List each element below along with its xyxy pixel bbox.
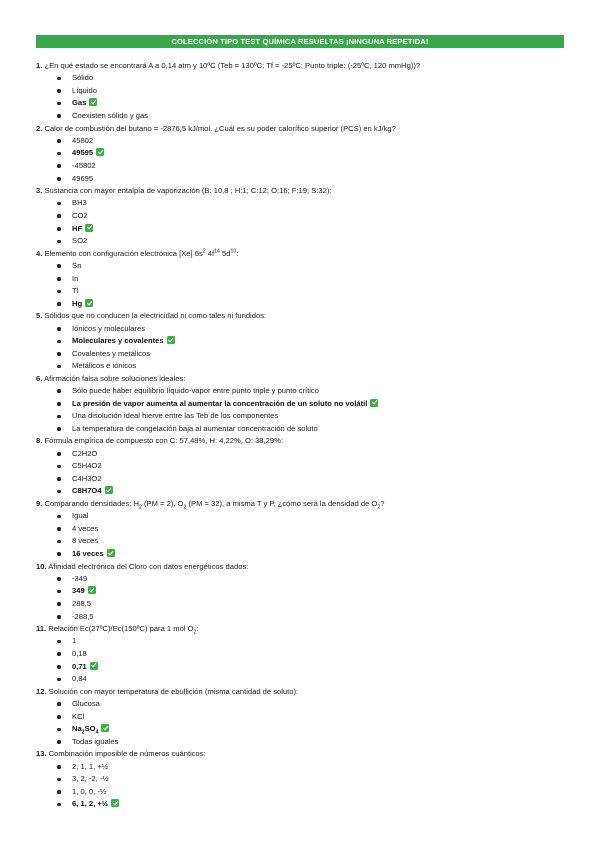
answer-option-label: Hg: [72, 298, 83, 308]
question-statement: Afirmación falsa sobre soluciones ideales:: [42, 373, 186, 383]
answer-option-label: HF: [72, 223, 83, 233]
question-statement: Fórmula empírica de compuesto con C: 57,48%, H: 4,22%, O: 38,29%:: [42, 436, 283, 446]
question-statement: Combinación imposible de números cuánticos:: [46, 749, 206, 759]
answer-option-label: 4 veces: [72, 523, 99, 533]
answer-option-correct: [36, 97, 564, 110]
question-number: 9.: [36, 499, 43, 509]
answer-options: [36, 510, 564, 560]
question-statement: Sólidos que no conducen la electricidad ni como tales ni fundidos:: [42, 311, 267, 321]
answer-option: [36, 360, 564, 373]
check-icon: [107, 549, 115, 557]
question-number: 8.: [36, 436, 43, 446]
question-number: 12.: [36, 686, 47, 696]
question-text: [36, 748, 564, 760]
answer-option: [36, 598, 564, 611]
question-number: 5.: [36, 311, 43, 321]
answer-option-label: 0,71: [72, 661, 87, 671]
answer-option-correct: [36, 661, 564, 674]
answer-option-label: La presión de vapor aumenta al aumentar la concentración de un soluto no volátil: [72, 398, 368, 408]
question-statement: Calor de combustión del butano = -2876,5 kJ/mol. ¿Cuál es su poder calorífico superior (PCS) en kJ/kg?: [42, 123, 396, 133]
question-block: [36, 748, 564, 811]
answer-options: [36, 260, 564, 310]
answer-option-label: Coexisten sólido y gas: [72, 110, 148, 120]
answer-option-label: KCl: [72, 711, 85, 721]
answer-option: [36, 423, 564, 436]
answer-option-label: 49695: [72, 173, 94, 183]
answer-option: [36, 235, 564, 248]
answer-option: [36, 698, 564, 711]
answer-option: [36, 410, 564, 423]
answer-option-correct: [36, 223, 564, 236]
answer-option: [36, 348, 564, 361]
question-block: [36, 185, 564, 248]
question-text: [36, 623, 564, 635]
question-text: [36, 686, 564, 698]
question-list: [36, 60, 564, 811]
answer-option-correct: [36, 485, 564, 498]
question-block: [36, 60, 564, 123]
answer-option-label: CO2: [72, 210, 88, 220]
answer-option: [36, 448, 564, 461]
answer-option-label: Líquido: [72, 85, 97, 95]
answer-option-label: 1, 0, 0, -½: [72, 786, 107, 796]
question-number: 13.: [36, 749, 47, 759]
answer-option: [36, 285, 564, 298]
answer-option: [36, 260, 564, 273]
answer-option: [36, 273, 564, 286]
question-text: [36, 498, 564, 510]
answer-option: [36, 210, 564, 223]
answer-option-label: Todas iguales: [72, 736, 119, 746]
answer-option-label: Sn: [72, 260, 82, 270]
question-block: [36, 373, 564, 436]
check-icon: [85, 224, 93, 232]
answer-option: [36, 673, 564, 686]
answer-option-label: 6, 1, 2, +½: [72, 799, 109, 809]
answer-option: [36, 773, 564, 786]
question-statement: Elemento con configuración electrónica [Xe] $6s^2$ $4f^{14}$ $5d^{10}$:: [42, 248, 239, 258]
answer-option-label: Covalentes y metálicos: [72, 348, 151, 358]
question-number: 1.: [36, 61, 43, 70]
answer-option-label: 2, 1, 1, +½: [72, 761, 109, 771]
answer-option: [36, 110, 564, 123]
answer-option-label: Una disolución ideal hierve entre las Teb de los componentes: [72, 411, 279, 421]
question-number: 2.: [36, 123, 43, 133]
question-number: 10.: [36, 561, 47, 571]
answer-option-label: C4H3O2: [72, 473, 102, 483]
answer-option-label: 349: [72, 586, 85, 596]
answer-options: [36, 72, 564, 122]
question-statement: Solución con mayor temperatura de ebullición (misma cantidad de soluto):: [46, 686, 299, 696]
question-text: [36, 310, 564, 322]
answer-option-correct: [36, 798, 564, 811]
check-icon: [90, 662, 98, 670]
question-block: [36, 498, 564, 561]
answer-option-correct: [36, 723, 564, 736]
answer-options: [36, 197, 564, 247]
check-icon: [105, 486, 113, 494]
question-block: [36, 123, 564, 186]
answer-option: [36, 197, 564, 210]
question-text: [36, 248, 564, 260]
answer-option-label: La temperatura de congelación baja al aumentar concentración de soluto: [72, 423, 318, 433]
answer-option: [36, 323, 564, 336]
answer-option-label: 49595: [72, 148, 94, 158]
answer-option: [36, 535, 564, 548]
answer-option-label: 3, 2, -2, -½: [72, 774, 109, 784]
answer-option: [36, 135, 564, 148]
document-title-banner: COLECCIÓN TIPO TEST QUÍMICA RESUELTAS ¡NINGUNA REPETIDA!: [36, 35, 564, 48]
answer-option: [36, 786, 564, 799]
answer-option-label: 0,84: [72, 674, 87, 684]
answer-option: [36, 648, 564, 661]
answer-option-label: Sólido: [72, 73, 94, 83]
answer-option-label: 288,5: [72, 599, 92, 609]
question-text: [36, 435, 564, 447]
answer-option-correct: [36, 548, 564, 561]
answer-option-label: In: [72, 273, 79, 283]
answer-option-label: C5H4O2: [72, 461, 102, 471]
answer-option-label: 0,18: [72, 649, 87, 658]
answer-option: [36, 173, 564, 186]
question-block: [36, 623, 564, 686]
answer-option-label: Igual: [72, 511, 89, 521]
question-statement: Comparando densidades: $H_2$ (PM = 2), $O_2$ (PM = 32), a misma T y P, ¿cómo será la densidad de $O_2$?: [42, 499, 385, 511]
answer-options: [36, 135, 564, 185]
question-block: [36, 435, 564, 498]
question-block: [36, 686, 564, 749]
question-text: [36, 373, 564, 385]
answer-option-label: Glucosa: [72, 698, 100, 708]
question-block: [36, 248, 564, 311]
answer-option: [36, 711, 564, 724]
answer-option-label: Gas: [72, 98, 87, 108]
question-text: [36, 185, 564, 197]
answer-option: [36, 611, 564, 624]
answer-options: [36, 573, 564, 623]
answer-option-label: 1: [72, 636, 77, 646]
answer-option-label: 16 veces: [72, 549, 104, 559]
check-icon: [96, 148, 104, 156]
answer-option: [36, 473, 564, 486]
answer-option: [36, 523, 564, 536]
answer-option: [36, 573, 564, 586]
answer-option-label: Moleculares y covalentes: [72, 336, 164, 346]
answer-option-label: -45802: [72, 160, 96, 170]
answer-option-label: Metálicos e iónicos: [72, 361, 137, 371]
answer-option-label: SO2: [72, 236, 88, 246]
check-icon: [111, 799, 119, 807]
answer-options: [36, 323, 564, 373]
answer-option-label: -349: [72, 573, 88, 583]
answer-option-label: 8 veces: [72, 536, 99, 546]
answer-option: [36, 736, 564, 749]
answer-option: [36, 460, 564, 473]
answer-options: [36, 448, 564, 498]
check-icon: [88, 586, 96, 594]
answer-options: [36, 698, 564, 748]
check-icon: [370, 399, 378, 407]
answer-option-label: C2H2O: [72, 448, 98, 458]
answer-option-correct: [36, 147, 564, 160]
answer-option: [36, 761, 564, 774]
answer-option: [36, 510, 564, 523]
answer-options: [36, 761, 564, 811]
answer-options: [36, 385, 564, 435]
question-block: [36, 561, 564, 624]
answer-option-correct: [36, 398, 564, 411]
answer-option-label: $Na_2SO_4$: [72, 724, 99, 736]
question-text: [36, 123, 564, 135]
question-text: [36, 60, 564, 72]
answer-option: [36, 72, 564, 85]
check-icon: [167, 336, 175, 344]
answer-option-label: -288,5: [72, 611, 94, 621]
check-icon: [101, 724, 109, 732]
answer-option-label: BH3: [72, 198, 87, 208]
check-icon: [89, 98, 97, 106]
question-block: [36, 310, 564, 373]
question-text: [36, 561, 564, 573]
answer-option-label: C8H7O4: [72, 486, 102, 496]
question-statement: ¿En qué estado se encontrará A a 0,14 atm y 10ºC (Teb = 130ºC; Tf = -25ºC; Punto triple: (-25ºC, 120 mmHg))?: [42, 61, 421, 70]
question-number: 3.: [36, 186, 43, 196]
answer-option-label: Tl: [72, 286, 79, 296]
question-statement: Relación Ec(27ºC)/Ec(150ºC) para 1 mol $O_2$:: [46, 624, 199, 636]
answer-option-correct: [36, 335, 564, 348]
question-statement: Sustancia con mayor entalpía de vaporización (B: 10,8 ; H:1; C:12; O:16; F:19; S:32):: [42, 186, 332, 196]
answer-option-label: Sólo puede haber equilibrio líquido-vapor entre punto triple y punto crítico: [72, 386, 319, 396]
answer-option-correct: [36, 585, 564, 598]
answer-option-correct: [36, 298, 564, 311]
question-number: 11.: [36, 624, 47, 634]
question-number: 4.: [36, 248, 43, 258]
answer-option: [36, 160, 564, 173]
answer-option: [36, 635, 564, 648]
answer-option: [36, 85, 564, 98]
question-statement: Afinidad electrónica del Cloro con datos energéticos dados:: [46, 561, 249, 571]
answer-options: [36, 635, 564, 685]
question-number: 6.: [36, 373, 43, 383]
answer-option-label: Iónicos y moleculares: [72, 323, 146, 333]
answer-option: [36, 385, 564, 398]
answer-option-label: 45802: [72, 135, 94, 145]
check-icon: [85, 299, 93, 307]
